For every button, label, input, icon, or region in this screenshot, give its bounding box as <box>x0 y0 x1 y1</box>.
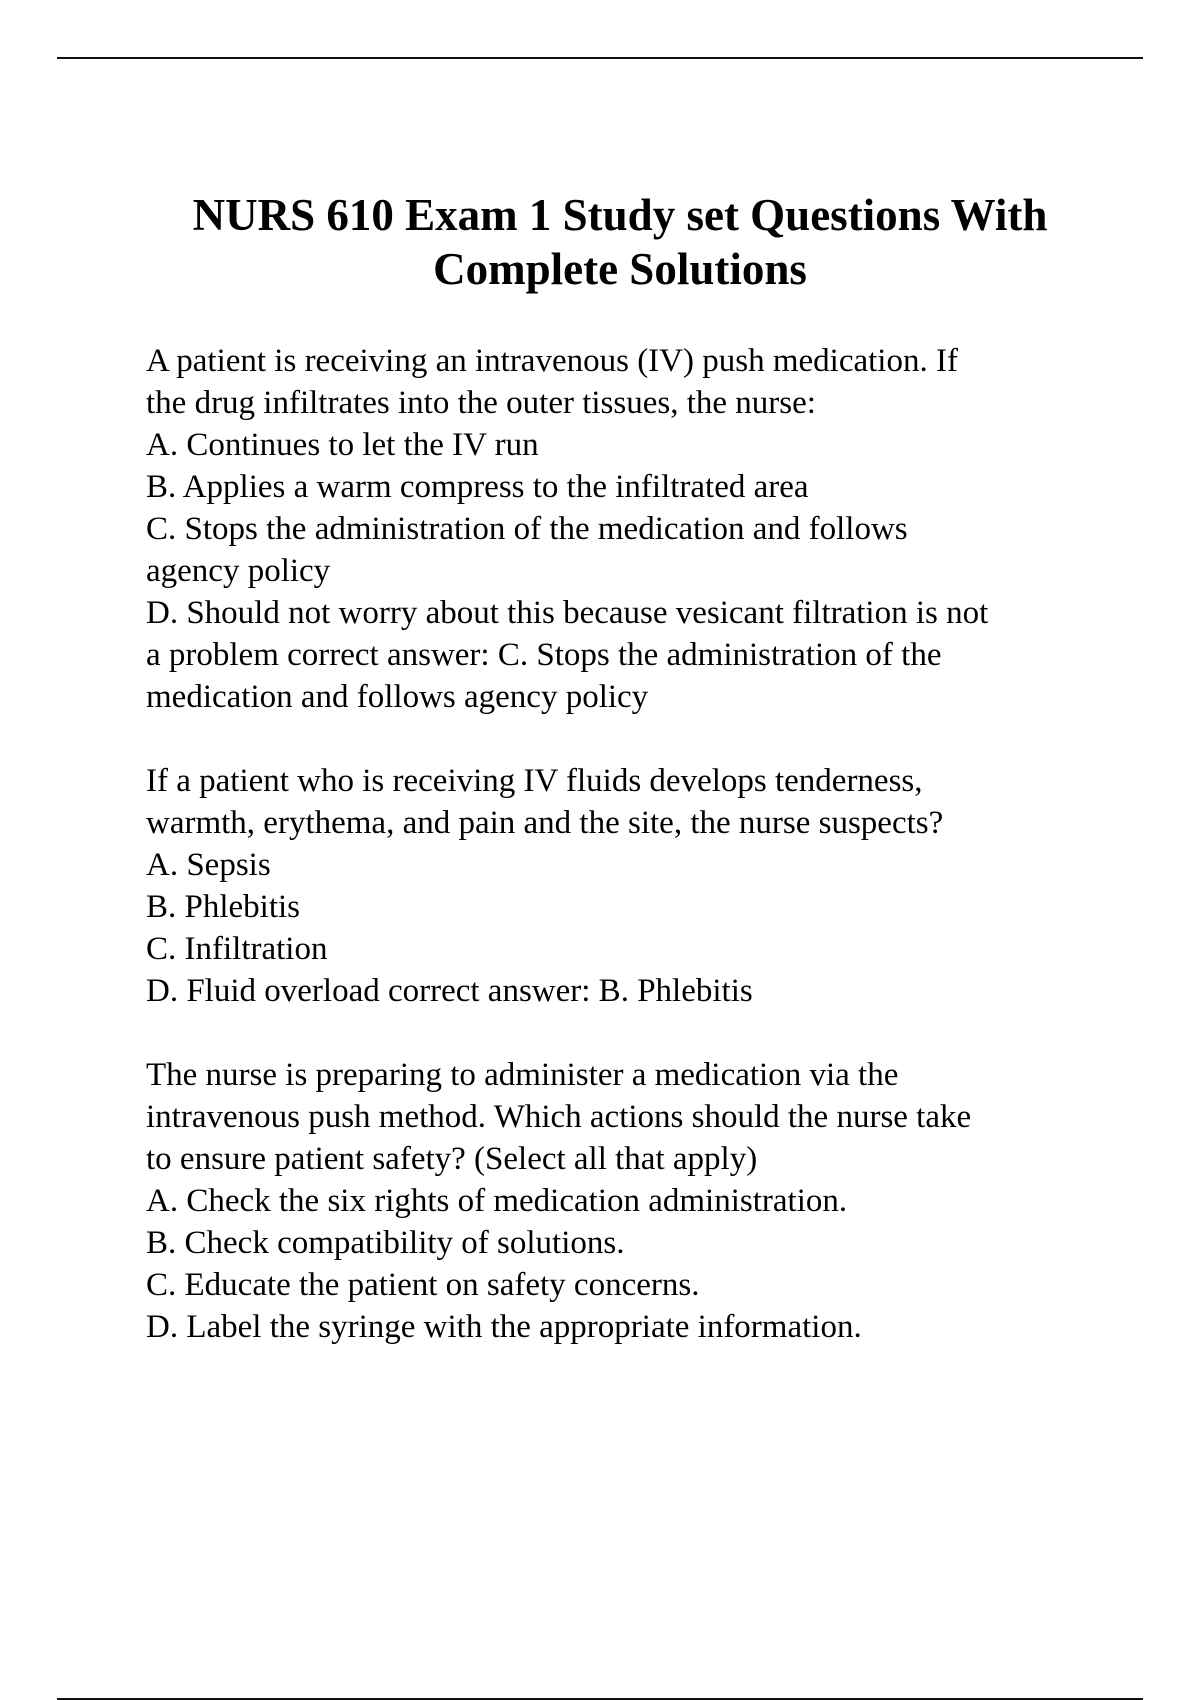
question-2-stem-line-2: warmth, erythema, and pain and the site, the nurse suspects? <box>146 805 944 841</box>
question-2-stem-line-1: If a patient who is receiving IV fluids develops tenderness, <box>146 763 923 799</box>
question-2-option-d-answer: D. Fluid overload correct answer: B. Phlebitis <box>146 973 753 1009</box>
question-3-option-c: C. Educate the patient on safety concerns. <box>146 1267 700 1303</box>
question-3-stem-line-1: The nurse is preparing to administer a medication via the <box>146 1057 899 1093</box>
question-3-option-a: A. Check the six rights of medication administration. <box>146 1183 848 1219</box>
question-1-stem-line-1: A patient is receiving an intravenous (IV) push medication. If <box>146 343 958 379</box>
question-1-option-b: B. Applies a warm compress to the infiltrated area <box>146 469 809 505</box>
top-divider <box>57 57 1143 59</box>
question-1-answer-line-1: a problem correct answer: C. Stops the administration of the <box>146 637 942 673</box>
question-1-answer-line-2: medication and follows agency policy <box>146 679 649 715</box>
page-title <box>100 188 1140 296</box>
question-2 <box>146 760 1106 1012</box>
title-line-2: Complete Solutions <box>433 244 807 294</box>
question-1-option-a: A. Continues to let the IV run <box>146 427 539 463</box>
question-list <box>146 340 1106 1390</box>
question-2-option-c: C. Infiltration <box>146 931 328 967</box>
question-1-option-c-line-1: C. Stops the administration of the medication and follows <box>146 511 908 547</box>
question-2-option-b: B. Phlebitis <box>146 889 301 925</box>
question-3 <box>146 1054 1106 1348</box>
question-3-option-b: B. Check compatibility of solutions. <box>146 1225 625 1261</box>
question-3-stem-line-2: intravenous push method. Which actions should the nurse take <box>146 1099 972 1135</box>
title-line-1: NURS 610 Exam 1 Study set Questions With <box>192 190 1048 240</box>
question-1 <box>146 340 1106 718</box>
question-2-option-a: A. Sepsis <box>146 847 271 883</box>
question-3-option-d: D. Label the syringe with the appropriate information. <box>146 1309 862 1345</box>
question-1-stem-line-2: the drug infiltrates into the outer tissues, the nurse: <box>146 385 816 421</box>
question-1-option-d-line-1: D. Should not worry about this because vesicant filtration is not <box>146 595 989 631</box>
question-3-stem-line-3: to ensure patient safety? (Select all that apply) <box>146 1141 758 1177</box>
question-1-option-c-line-2: agency policy <box>146 553 331 589</box>
